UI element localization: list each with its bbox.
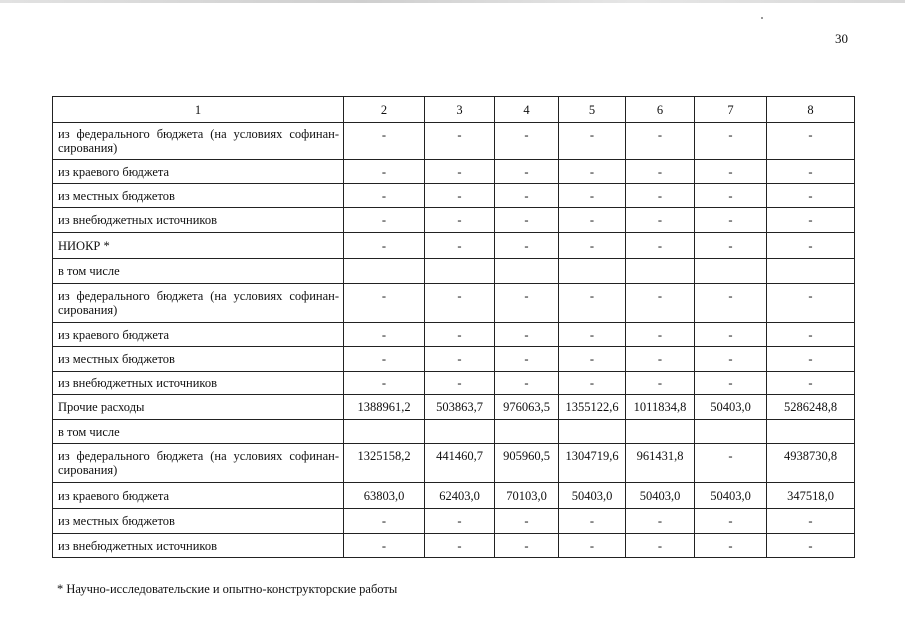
value-cell-col-8: - [767, 509, 855, 534]
row-label: из внебюджетных источников [53, 372, 344, 395]
value-cell-col-8: - [767, 233, 855, 259]
scan-speck [761, 17, 763, 19]
value-cell-col-2: - [344, 233, 425, 259]
value-cell-col-4: 70103,0 [495, 483, 559, 509]
value-cell-col-2: - [344, 509, 425, 534]
value-cell-col-5: - [559, 160, 626, 184]
value-cell-col-7: - [695, 184, 767, 208]
value-cell-col-5: 1355122,6 [559, 395, 626, 420]
value-cell-col-5: - [559, 534, 626, 558]
value-cell-col-2: - [344, 323, 425, 347]
value-cell-col-7: - [695, 347, 767, 372]
value-cell-col-2: - [344, 160, 425, 184]
value-cell-col-3: - [425, 208, 495, 233]
value-cell-col-3: - [425, 323, 495, 347]
row-label: из федерального бюджета (на условиях софинан-сирования) [53, 444, 344, 483]
table-row [53, 420, 855, 444]
row-label: из местных бюджетов [53, 509, 344, 534]
value-cell-col-7: - [695, 534, 767, 558]
value-cell-col-3: - [425, 284, 495, 323]
value-cell-col-7: 50403,0 [695, 483, 767, 509]
value-cell-col-4: - [495, 284, 559, 323]
header-row [53, 97, 855, 123]
value-cell-col-7 [695, 259, 767, 284]
value-cell-col-6: - [626, 509, 695, 534]
value-cell-col-2: - [344, 123, 425, 160]
value-cell-col-3: 62403,0 [425, 483, 495, 509]
value-cell-col-5: 50403,0 [559, 483, 626, 509]
value-cell-col-4: - [495, 372, 559, 395]
row-label: в том числе [53, 420, 344, 444]
value-cell-col-3: - [425, 160, 495, 184]
value-cell-col-8: 4938730,8 [767, 444, 855, 483]
value-cell-col-6 [626, 420, 695, 444]
table-row [53, 259, 855, 284]
table-row [53, 509, 855, 534]
value-cell-col-6: 1011834,8 [626, 395, 695, 420]
value-cell-col-6: - [626, 534, 695, 558]
row-label: НИОКР * [53, 233, 344, 259]
table-row [53, 160, 855, 184]
value-cell-col-6: - [626, 123, 695, 160]
value-cell-col-3: - [425, 534, 495, 558]
value-cell-col-4: 976063,5 [495, 395, 559, 420]
value-cell-col-8: - [767, 347, 855, 372]
header-cell-3: 3 [425, 97, 495, 123]
row-label: из федерального бюджета (на условиях софинан-сирования) [53, 123, 344, 160]
header-cell-4: 4 [495, 97, 559, 123]
value-cell-col-7: - [695, 323, 767, 347]
table-row [53, 395, 855, 420]
value-cell-col-2: 1388961,2 [344, 395, 425, 420]
value-cell-col-8: 5286248,8 [767, 395, 855, 420]
table-row [53, 208, 855, 233]
value-cell-col-6: - [626, 233, 695, 259]
scan-top-edge [0, 0, 905, 3]
value-cell-col-5: - [559, 208, 626, 233]
value-cell-col-5: - [559, 284, 626, 323]
value-cell-col-3: - [425, 184, 495, 208]
header-cell-6: 6 [626, 97, 695, 123]
value-cell-col-3: - [425, 123, 495, 160]
value-cell-col-7: - [695, 160, 767, 184]
value-cell-col-2 [344, 420, 425, 444]
page-number: 30 [835, 31, 848, 46]
value-cell-col-8: - [767, 123, 855, 160]
value-cell-col-2: 63803,0 [344, 483, 425, 509]
row-label: из краевого бюджета [53, 483, 344, 509]
value-cell-col-5: - [559, 323, 626, 347]
table-row [53, 372, 855, 395]
value-cell-col-7: - [695, 123, 767, 160]
value-cell-col-2: - [344, 284, 425, 323]
table-row [53, 444, 855, 483]
row-label: в том числе [53, 259, 344, 284]
value-cell-col-2: - [344, 372, 425, 395]
value-cell-col-8: - [767, 208, 855, 233]
value-cell-col-6: - [626, 347, 695, 372]
value-cell-col-4: - [495, 123, 559, 160]
value-cell-col-8 [767, 259, 855, 284]
value-cell-col-5: - [559, 233, 626, 259]
table-row [53, 534, 855, 558]
value-cell-col-7 [695, 420, 767, 444]
value-cell-col-6: - [626, 323, 695, 347]
value-cell-col-8: - [767, 372, 855, 395]
value-cell-col-5 [559, 259, 626, 284]
value-cell-col-4: - [495, 208, 559, 233]
value-cell-col-3 [425, 259, 495, 284]
value-cell-col-3: - [425, 233, 495, 259]
table-row [53, 123, 855, 160]
value-cell-col-3: - [425, 347, 495, 372]
value-cell-col-3: 503863,7 [425, 395, 495, 420]
budget-table [52, 96, 855, 558]
value-cell-col-5: - [559, 347, 626, 372]
value-cell-col-8 [767, 420, 855, 444]
value-cell-col-4: - [495, 160, 559, 184]
header-cell-7: 7 [695, 97, 767, 123]
value-cell-col-7: - [695, 509, 767, 534]
value-cell-col-3 [425, 420, 495, 444]
value-cell-col-4: 905960,5 [495, 444, 559, 483]
header-cell-8: 8 [767, 97, 855, 123]
table-row [53, 323, 855, 347]
value-cell-col-6: - [626, 208, 695, 233]
value-cell-col-4: - [495, 347, 559, 372]
row-label: Прочие расходы [53, 395, 344, 420]
value-cell-col-5: - [559, 509, 626, 534]
value-cell-col-7: - [695, 208, 767, 233]
value-cell-col-2 [344, 259, 425, 284]
value-cell-col-6: - [626, 160, 695, 184]
value-cell-col-4: - [495, 184, 559, 208]
value-cell-col-2: - [344, 184, 425, 208]
value-cell-col-2: - [344, 208, 425, 233]
value-cell-col-4: - [495, 323, 559, 347]
value-cell-col-3: - [425, 509, 495, 534]
value-cell-col-2: - [344, 534, 425, 558]
value-cell-col-8: 347518,0 [767, 483, 855, 509]
value-cell-col-6: - [626, 372, 695, 395]
row-label: из краевого бюджета [53, 160, 344, 184]
row-label: из внебюджетных источников [53, 208, 344, 233]
header-cell-2: 2 [344, 97, 425, 123]
value-cell-col-7: - [695, 284, 767, 323]
value-cell-col-8: - [767, 323, 855, 347]
value-cell-col-8: - [767, 534, 855, 558]
value-cell-col-6: - [626, 184, 695, 208]
footnote: * Научно-исследовательские и опытно-конструкторские работы [57, 582, 398, 596]
value-cell-col-8: - [767, 284, 855, 323]
value-cell-col-2: - [344, 347, 425, 372]
row-label: из местных бюджетов [53, 347, 344, 372]
value-cell-col-6: 50403,0 [626, 483, 695, 509]
value-cell-col-8: - [767, 184, 855, 208]
value-cell-col-4: - [495, 534, 559, 558]
value-cell-col-5 [559, 420, 626, 444]
row-label: из краевого бюджета [53, 323, 344, 347]
value-cell-col-5: - [559, 372, 626, 395]
row-label: из федерального бюджета (на условиях софинан-сирования) [53, 284, 344, 323]
value-cell-col-3: - [425, 372, 495, 395]
value-cell-col-7: - [695, 372, 767, 395]
value-cell-col-2: 1325158,2 [344, 444, 425, 483]
value-cell-col-6: 961431,8 [626, 444, 695, 483]
table-row [53, 483, 855, 509]
value-cell-col-5: - [559, 123, 626, 160]
table-row [53, 184, 855, 208]
value-cell-col-8: - [767, 160, 855, 184]
table-row [53, 233, 855, 259]
row-label: из местных бюджетов [53, 184, 344, 208]
value-cell-col-6: - [626, 284, 695, 323]
table-row [53, 347, 855, 372]
table-row [53, 284, 855, 323]
header-cell-1: 1 [53, 97, 344, 123]
row-label: из внебюджетных источников [53, 534, 344, 558]
value-cell-col-5: 1304719,6 [559, 444, 626, 483]
value-cell-col-7: - [695, 444, 767, 483]
header-cell-5: 5 [559, 97, 626, 123]
value-cell-col-4: - [495, 233, 559, 259]
value-cell-col-4 [495, 259, 559, 284]
value-cell-col-4 [495, 420, 559, 444]
value-cell-col-5: - [559, 184, 626, 208]
value-cell-col-7: - [695, 233, 767, 259]
value-cell-col-6 [626, 259, 695, 284]
value-cell-col-4: - [495, 509, 559, 534]
value-cell-col-7: 50403,0 [695, 395, 767, 420]
value-cell-col-3: 441460,7 [425, 444, 495, 483]
